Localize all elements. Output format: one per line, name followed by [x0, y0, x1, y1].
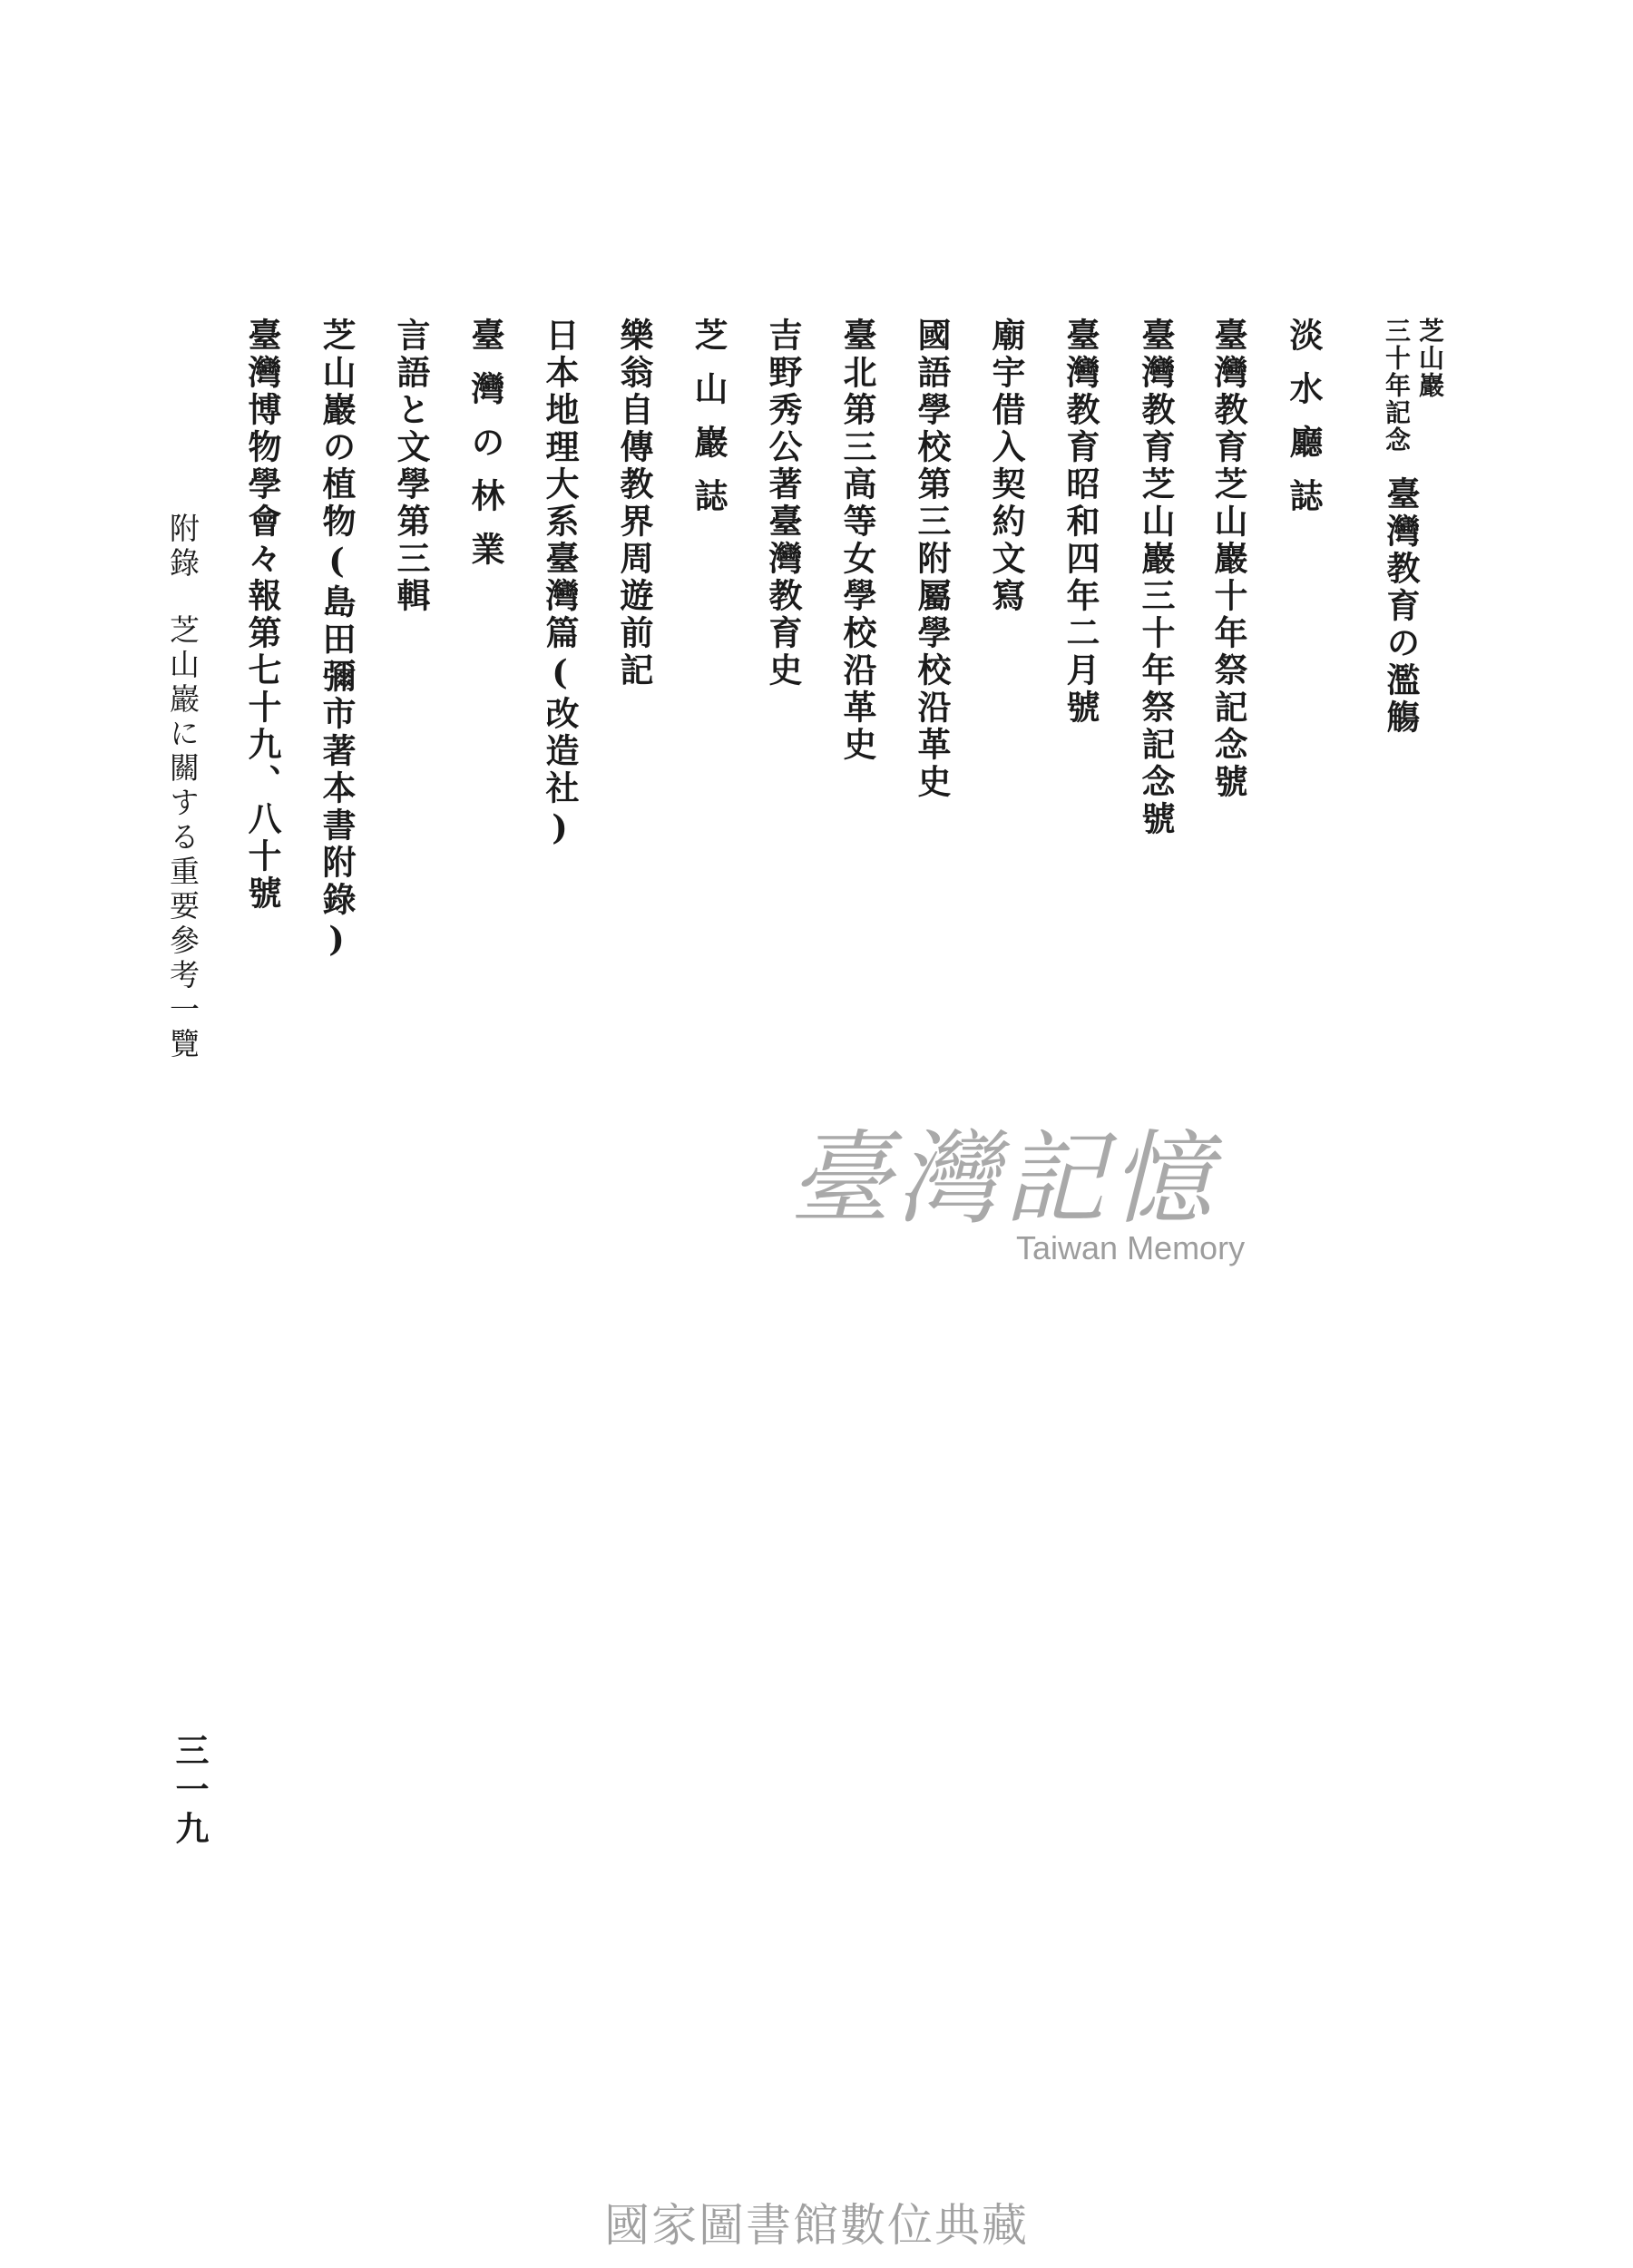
entry-reference: 言語と文學第三輯: [391, 318, 431, 615]
appendix-heading: [165, 513, 200, 1062]
appendix-label: 附錄: [165, 513, 200, 582]
entry-first-prefix-line1: 芝山巖: [1415, 318, 1445, 399]
appendix-title: 芝山巖に關する重要參考一覽: [165, 614, 200, 1062]
page-number: 三一九: [170, 1733, 210, 1850]
entry-first-title: 臺灣教育の濫觴: [1381, 476, 1421, 737]
entry-reference: 芝山巖の植物(島田彌市著本書附錄): [317, 318, 357, 963]
entry-reference: 臺灣教育昭和四年二月號: [1061, 318, 1100, 727]
entry-reference: 廟宇借入契約文寫: [986, 318, 1026, 615]
entry-reference: 臺灣教育芝山巖三十年祭記念號: [1136, 318, 1176, 838]
entry-reference: 臺灣教育芝山巖十年祭記念號: [1208, 318, 1248, 801]
entry-reference: 樂翁自傳教界周遊前記: [614, 318, 654, 689]
watermark-english: Taiwan Memory: [1016, 1229, 1246, 1266]
entry-reference: 國語學校第三附屬學校沿革史: [912, 318, 952, 801]
entry-reference: 吉野秀公著臺灣教育史: [763, 318, 803, 689]
entry-first-prefix-line2: 三十年記念: [1382, 318, 1412, 454]
entry-first: [1365, 318, 1456, 771]
entry-reference: 臺北第三高等女學校沿革史: [837, 318, 877, 764]
entry-reference: 日本地理大系臺灣篇(改造社): [540, 318, 580, 851]
entry-tansui-gazetteer: 淡水廳誌: [1284, 318, 1324, 532]
watermark-chinese: 臺灣記憶: [789, 1120, 1217, 1238]
entry-reference: 芝山巖誌: [689, 318, 728, 532]
entry-reference: 臺灣博物學會々報第七十九、八十號: [242, 318, 282, 913]
entry-reference: 臺灣の林業: [465, 318, 505, 585]
footer-collection-label: 國家圖書館數位典藏: [604, 2199, 1029, 2252]
watermark: [789, 1098, 1297, 1279]
